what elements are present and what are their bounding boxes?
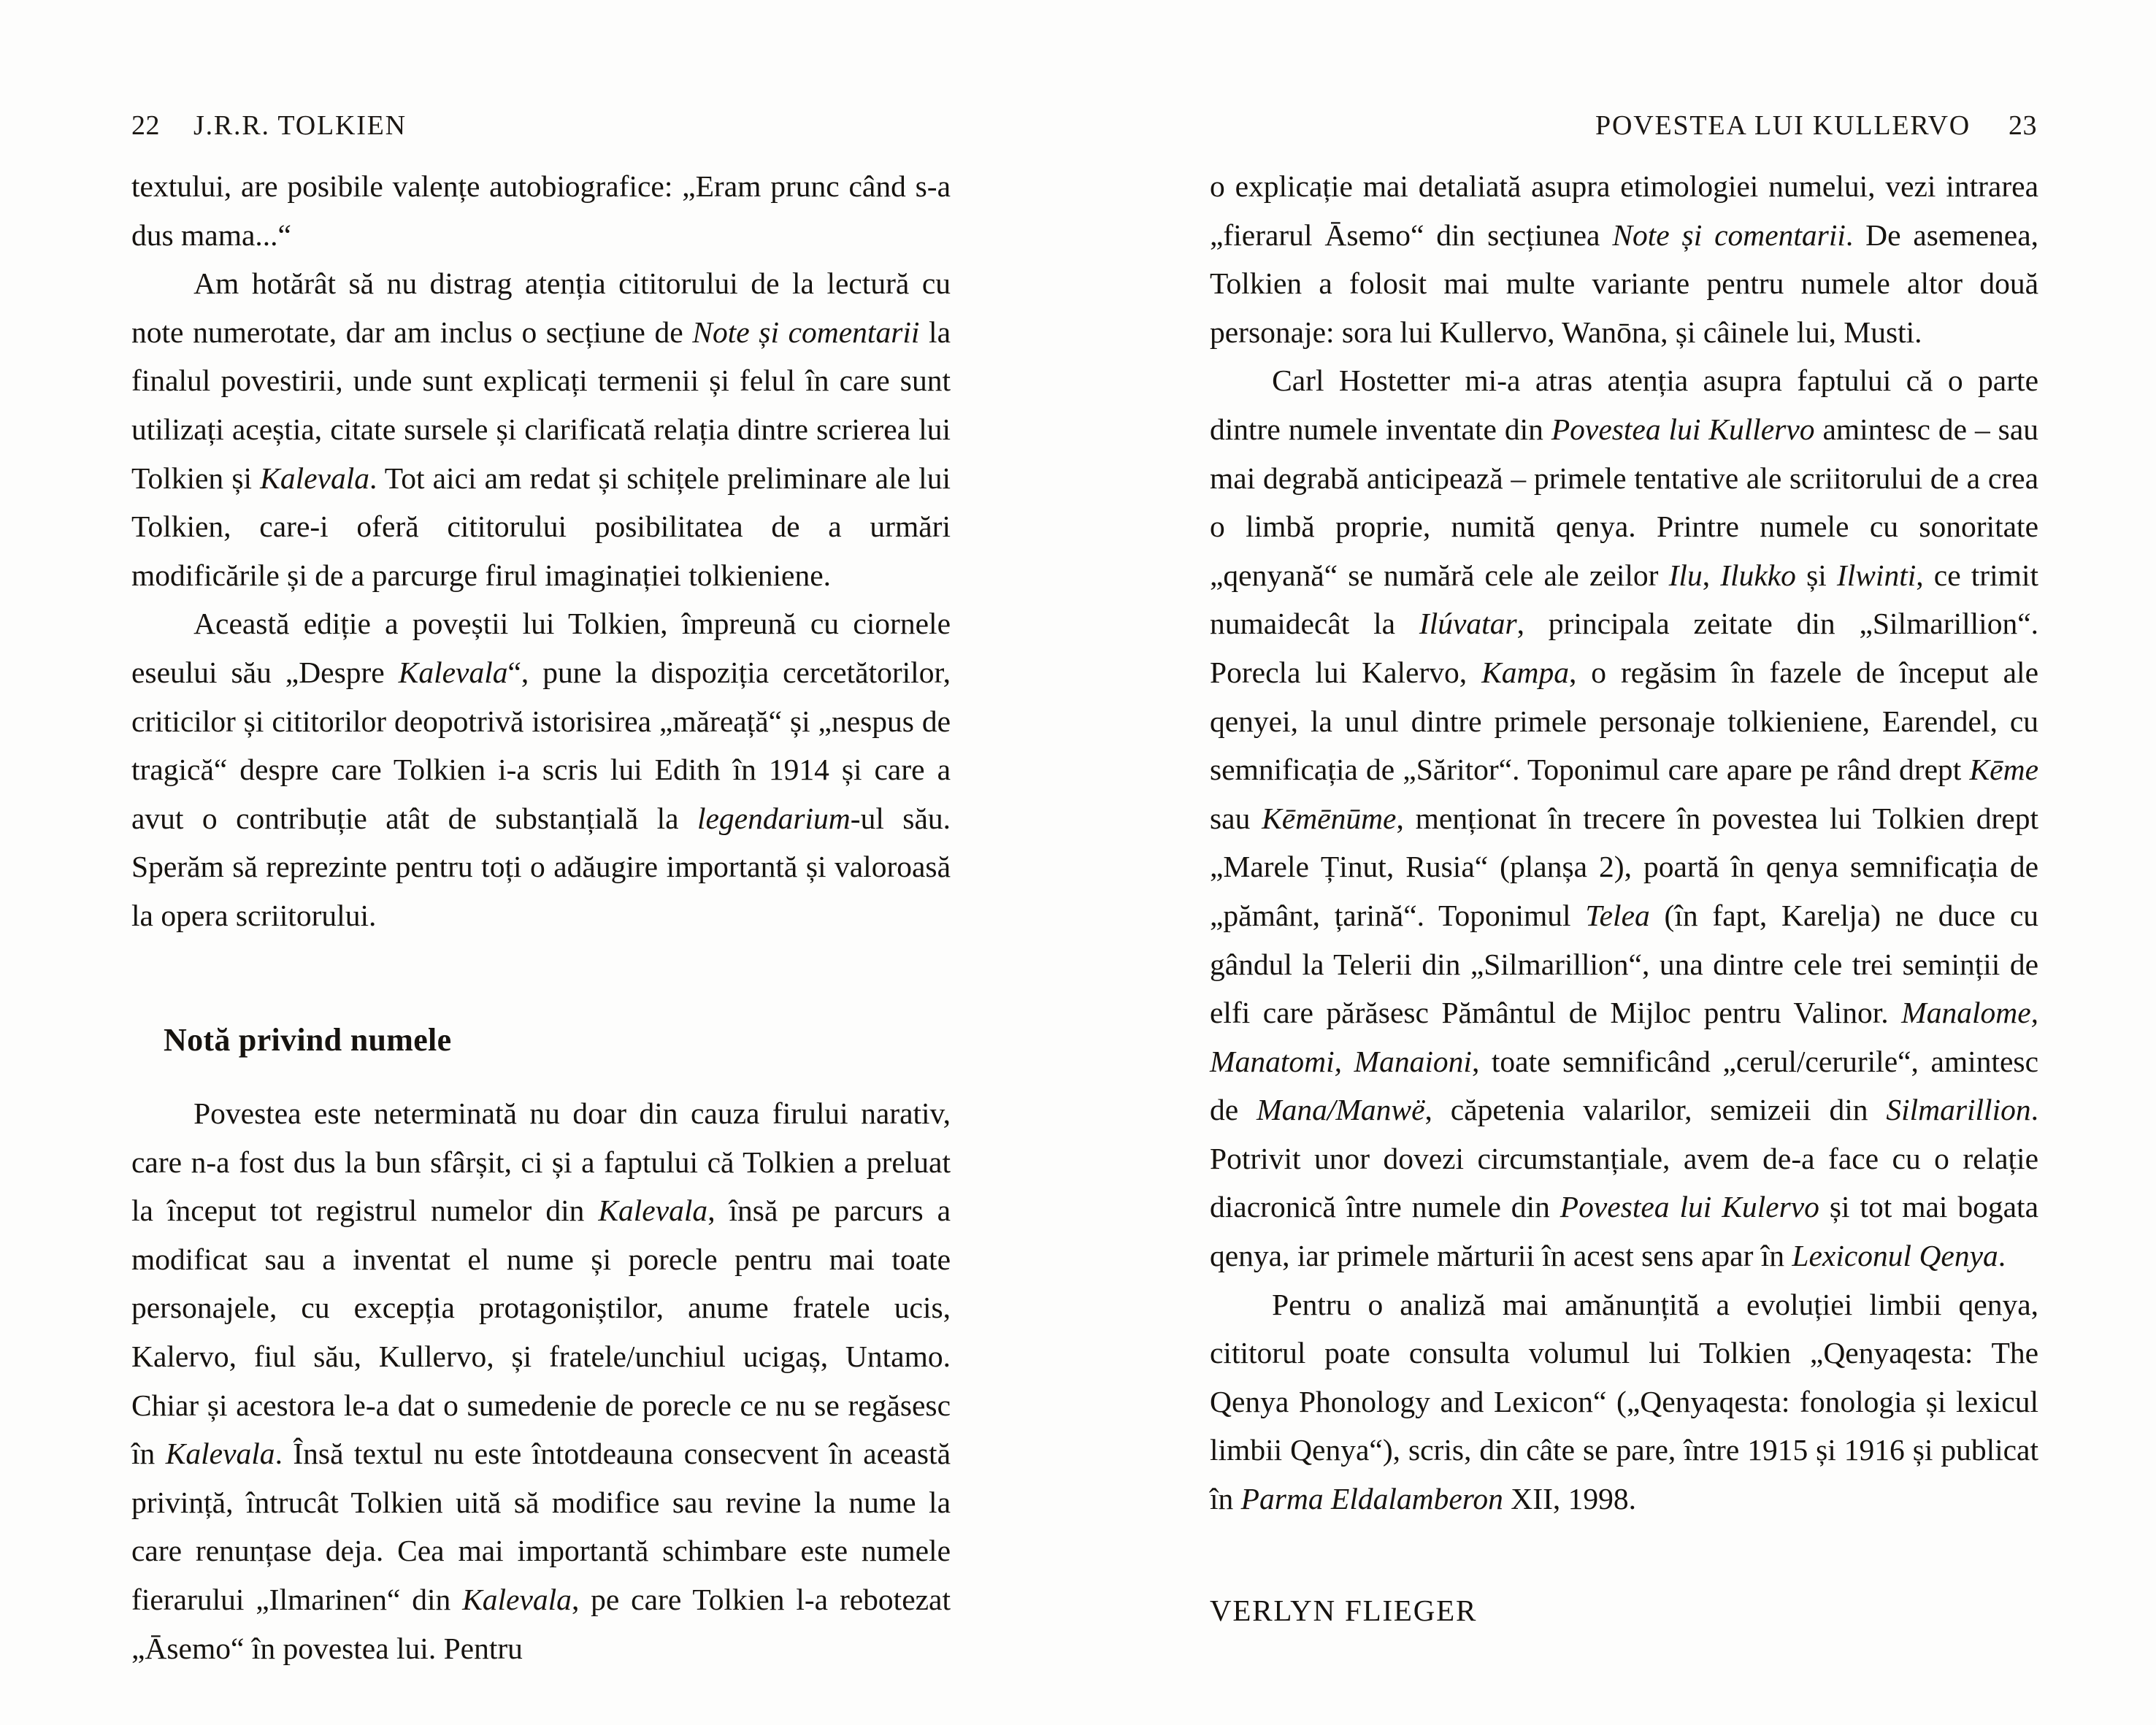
italic-run: Mana/Manwë xyxy=(1257,1093,1425,1127)
paragraph xyxy=(1210,162,2038,356)
italic-run: Note și comentarii xyxy=(1612,218,1846,252)
left-column-paragraphs xyxy=(131,162,951,940)
text-run: Am hotărât să nu distrag atenția cititorului de la lectură cu note numerotate, dar am inclus o secțiune de xyxy=(131,266,951,349)
running-head-right xyxy=(1595,110,2037,143)
text-run: . Potrivit unor dovezi circumstanțiale, avem de-a face cu o relație diacronică între numele din xyxy=(1210,1093,2038,1224)
signature-space xyxy=(1210,1524,2038,1586)
right-column-paragraphs xyxy=(1210,162,2038,1524)
text-column-right xyxy=(1210,162,2038,1634)
italic-run: legendarium xyxy=(697,801,851,835)
italic-run: Kalevala xyxy=(398,655,508,689)
text-run: , o regăsim în fazele de început ale qenyei, la unul dintre primele personaje tolkieniene, Earendel, cu semnificația de „Săritor“. Toponimul care apare pe rând drept xyxy=(1210,655,2038,787)
italic-run: Note și comentarii xyxy=(692,315,920,349)
italic-run: Lexiconul Qenya xyxy=(1792,1239,1998,1273)
section-heading: Notă privind numele xyxy=(164,1021,452,1058)
paragraph xyxy=(131,1089,951,1672)
paragraph xyxy=(1210,356,2038,1280)
italic-run: Kēme xyxy=(1969,753,2038,787)
text-run: , menționat în trecere în povestea lui Tolkien drept „Marele Ținut, Rusia“ (planșa 2), poartă în qenya semnificația de „pământ, țarină“. Toponimul xyxy=(1210,801,2038,932)
italic-run: Parma Eldalamberon xyxy=(1240,1482,1503,1516)
text-run: , ce trimit numaidecât la xyxy=(1210,558,2038,641)
text-run: , xyxy=(1702,558,1721,592)
italic-run: Kalevala xyxy=(260,461,369,495)
text-run: . Tot aici am redat și schițele preliminare ale lui Tolkien, care-i oferă cititorului posibilitatea de a urmări modificările și de a parcurge firul imaginației tolkieniene. xyxy=(131,461,951,592)
text-run: “, pune la dispoziția cercetătorilor, criticilor și cititorilor deopotrivă istorisirea „măreață“ și „nespus de tragică“ despre care Tolkien i-a scris lui Edith în 1914 și care a avut o contribuție atât de substanțială la xyxy=(131,655,951,835)
italic-run: Kalevala xyxy=(598,1194,708,1228)
text-run: -ul său. Sperăm să reprezinte pentru toți o adăugire importantă și valoroasă la opera scriitorului. xyxy=(131,801,951,932)
text-run: Carl Hostetter mi-a atras atenția asupra faptului că o parte dintre numele inventate din xyxy=(1210,364,2038,446)
italic-run: Kalevala xyxy=(462,1583,572,1617)
italic-run: Kalevala xyxy=(165,1437,275,1471)
text-run: , pe care Tolkien l-a rebotezat „Āsemo“ în povestea lui. Pentru xyxy=(131,1583,951,1665)
text-run: textului, are posibile valențe autobiografice: „Eram prunc când s-a dus mama...“ xyxy=(131,169,951,252)
running-head-title-right: POVESTEA LUI KULLERVO xyxy=(1595,110,1971,141)
text-run: Această ediție a poveștii lui Tolkien, împreună cu ciornele eseului său „Despre xyxy=(131,607,951,689)
italic-run: Kēmēnūme xyxy=(1262,801,1397,835)
text-run: o explicație mai detaliată asupra etimologiei numelui, vezi intrarea „fierarul Āsemo“ din secțiunea xyxy=(1210,169,2038,252)
text-run: și xyxy=(1795,558,1837,592)
italic-run: Silmarillion xyxy=(1886,1093,2031,1127)
text-run: , însă pe parcurs a modificat sau a inventat el nume și porecle pentru mai toate personajele, cu excepția protagoniștilor, anume fratele ucis, Kalervo, fiul său, Kullervo, și fratele/unchiul ucigaș, Untamo. Chiar și acestora le-a dat o sumedenie de porecle ce nu se regăsesc în xyxy=(131,1194,951,1471)
text-run: . xyxy=(1998,1239,2006,1273)
italic-run: Manalome, Manatomi, Manaioni xyxy=(1210,996,2038,1078)
text-run: XII, 1998. xyxy=(1503,1482,1637,1516)
text-run: Povestea este neterminată nu doar din cauza firului narativ, care n-a fost dus la bun sfârșit, ci și a faptului că Tolkien a preluat la început tot registrul numelor din xyxy=(131,1096,951,1228)
text-run: sau xyxy=(1210,801,1262,835)
text-run: . De asemenea, Tolkien a folosit mai multe variante pentru numele altor două personaje: sora lui Kullervo, Wanōna, și câinele lui, Musti. xyxy=(1210,218,2039,349)
italic-run: Povestea lui Kulervo xyxy=(1560,1190,1819,1224)
italic-run: Ilúvatar xyxy=(1419,607,1517,641)
paragraph xyxy=(131,599,951,940)
running-head-left xyxy=(131,110,407,143)
page-number-right: 23 xyxy=(2009,110,2037,141)
text-run: . Însă textul nu este întotdeauna consecvent în această privință, întrucât Tolkien uită să modifice sau revine la nume la care renunțase deja. Cea mai importantă schimbare este numele fierarului „Ilmarinen“ din xyxy=(131,1437,951,1617)
text-run: și tot mai bogata qenya, iar primele mărturii în acest sens apar în xyxy=(1210,1190,2038,1273)
italic-run: Telea xyxy=(1585,898,1650,932)
italic-run: Ilwinti xyxy=(1836,558,1917,592)
text-run: la finalul povestirii, unde sunt explicați termenii și felul în care sunt utilizați aceștia, citate sursele și clarificată relația dintre scrierea lui Tolkien și xyxy=(131,315,951,495)
italic-run: Kampa xyxy=(1481,655,1569,689)
left-column-paragraphs-after-heading xyxy=(131,1089,951,1672)
text-run: amintesc de – sau mai degrabă anticipează – primele tentative ale scriitorului de a crea o limbă proprie, numită qenya. Printre numele cu sonoritate „qenyană“ se numără cele ale zeilor xyxy=(1210,412,2038,592)
paragraph xyxy=(1210,1280,2038,1524)
italic-run: Ilu xyxy=(1668,558,1703,592)
text-run: , căpetenia valarilor, semizeii din xyxy=(1424,1093,1887,1127)
text-run: , principala zeitate din „Silmarillion“. Porecla lui Kalervo, xyxy=(1210,607,2039,689)
running-head-title-left: J.R.R. TOLKIEN xyxy=(193,110,407,141)
italic-run: Povestea lui Kullervo xyxy=(1551,412,1815,446)
text-run: , toate semnificând „cerul/cerurile“, amintesc de xyxy=(1210,1044,2038,1127)
author-signature: VERLYN FLIEGER xyxy=(1210,1593,1478,1627)
text-column-left xyxy=(131,162,951,1672)
text-run: Pentru o analiză mai amănunțită a evoluției limbii qenya, cititorul poate consulta volumul lui Tolkien „Qenyaqesta: The Qenya Phonology and Lexicon“ („Qenyaqesta: fonologia și lexicul limbii Qenya“), scris, din câte se pare, între 1915 și 1916 și publicat în xyxy=(1210,1287,2038,1516)
paragraph xyxy=(131,162,951,259)
paragraph xyxy=(131,259,951,599)
text-run: (în fapt, Karelja) ne duce cu gândul la Telerii din „Silmarillion“, una dintre cele trei seminții de elfi care părăsesc Pământul de Mijloc pentru Valinor. xyxy=(1210,898,2038,1030)
heading-space-above xyxy=(131,940,951,1016)
page-number-left: 22 xyxy=(131,110,160,141)
heading-space-below xyxy=(131,1064,951,1089)
italic-run: Ilukko xyxy=(1720,558,1796,592)
